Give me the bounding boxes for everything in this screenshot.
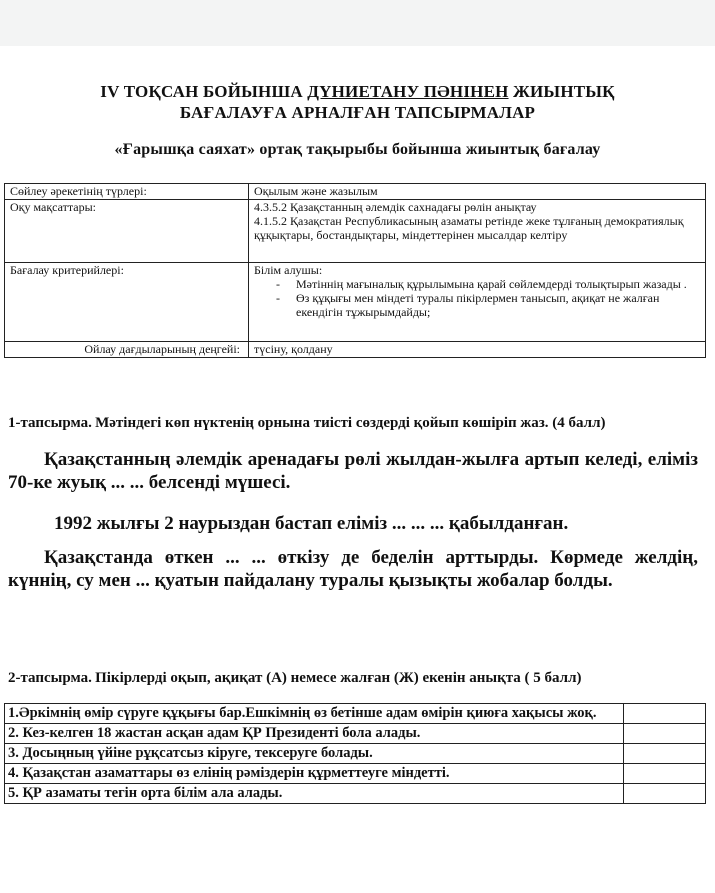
page-title-line1 — [0, 82, 715, 102]
table-row — [5, 764, 706, 784]
page-subtitle: «Ғарышқа саяхат» ортақ тақырыбы бойынша жиынтық бағалау — [114, 141, 601, 158]
criteria-item — [254, 291, 700, 319]
info-label: Сөйлеу әрекетінің түрлері: — [5, 184, 249, 200]
table-row — [5, 724, 706, 744]
info-label: Оқу мақсаттары: — [5, 200, 249, 263]
task1-paragraph: Қазақстанда өткен ... ... өткізу де беделін арттырды. Көрмеде желдің, күннің, су мен ... қуатын пайдалану туралы қызықты жобалар болды. — [8, 547, 698, 591]
task2-instruction: Пікірлерді оқып, ақиқат (А) немесе жалған (Ж) екенін анықта ( 5 балл) — [95, 670, 582, 686]
info-value — [249, 263, 706, 342]
info-row — [5, 184, 706, 200]
statement-text: 2. Кез-келген 18 жастан асқан адам ҚР Президенті бола алады. — [5, 724, 624, 744]
task2-label: 2-тапсырма. — [8, 670, 92, 686]
answer-cell[interactable] — [624, 784, 706, 804]
title-suffix: ЖИЫНТЫҚ — [513, 82, 615, 101]
info-row — [5, 200, 706, 263]
info-table — [4, 183, 706, 358]
task2-heading — [8, 670, 582, 687]
statement-text: 4. Қазақстан азаматтары өз елінің рәміздерін құрметтеуге міндетті. — [5, 764, 624, 784]
task1-instruction: Мәтіндегі көп нүктенің орнына тиісті сөздерді қойып көшіріп жаз. (4 балл) — [95, 415, 606, 431]
answer-cell[interactable] — [624, 704, 706, 724]
task1-heading — [8, 415, 606, 432]
title-subject: ДҮНИЕТАНУ ПӘНІНЕН — [307, 82, 509, 101]
info-value — [249, 200, 706, 263]
task1-label: 1-тапсырма. — [8, 415, 92, 431]
criteria-text: Мәтіннің мағыналық құрылымына қарай сөйлемдерді толықтырып жазады . — [296, 277, 687, 291]
page-title-line2: БАҒАЛАУҒА АРНАЛҒАН ТАПСЫРМАЛАР — [179, 103, 536, 122]
task1-paragraph: 1992 жылғы 2 наурыздан бастап еліміз ... ... ... қабылданған. — [54, 513, 569, 534]
dash-marker: - — [276, 277, 280, 291]
statements-table — [4, 703, 706, 804]
title-prefix: IV ТОҚСАН БОЙЫНША — [100, 82, 303, 101]
answer-cell[interactable] — [624, 744, 706, 764]
info-label: Бағалау критерийлері: — [5, 263, 249, 342]
info-label: Ойлау дағдыларының деңгейі: — [5, 342, 249, 358]
statement-text: 3. Досыңның үйіне рұқсатсыз кіруге, тексеруге болады. — [5, 744, 624, 764]
statement-text: 5. ҚР азаматы тегін орта білім ала алады. — [5, 784, 624, 804]
table-row — [5, 744, 706, 764]
criteria-intro: Білім алушы: — [254, 263, 323, 277]
statement-text: 1.Әркімнің өмір сүруге құқығы бар.Ешкімнің өз бетінше адам өмірін қиюға хақысы жоқ. — [5, 704, 624, 724]
objective-line: 4.3.5.2 Қазақстанның әлемдік сахнадағы рөлін анықтау — [254, 200, 537, 214]
answer-cell[interactable] — [624, 724, 706, 744]
info-value: Оқылым және жазылым — [249, 184, 706, 200]
info-row — [5, 342, 706, 358]
task1-paragraph: Қазақстанның әлемдік аренадағы рөлі жылдан-жылға артып келеді, еліміз 70-ке жуық ... ... белсенді мүшесі. — [8, 449, 698, 493]
table-row — [5, 784, 706, 804]
criteria-text: Өз құқығы мен міндеті туралы пікірлермен танысып, ақиқат не жалған екендігін тұжырымдайды; — [296, 291, 660, 319]
info-value: түсіну, қолдану — [249, 342, 706, 358]
dash-marker: - — [276, 291, 280, 305]
info-row — [5, 263, 706, 342]
answer-cell[interactable] — [624, 764, 706, 784]
criteria-item — [254, 277, 700, 291]
objective-line: 4.1.5.2 Қазақстан Республикасының азаматы ретінде жеке тұлғаның демократиялық құқықтары, бостандықтары, міндеттерінен мысалдар келтіру — [254, 214, 684, 242]
table-row — [5, 704, 706, 724]
